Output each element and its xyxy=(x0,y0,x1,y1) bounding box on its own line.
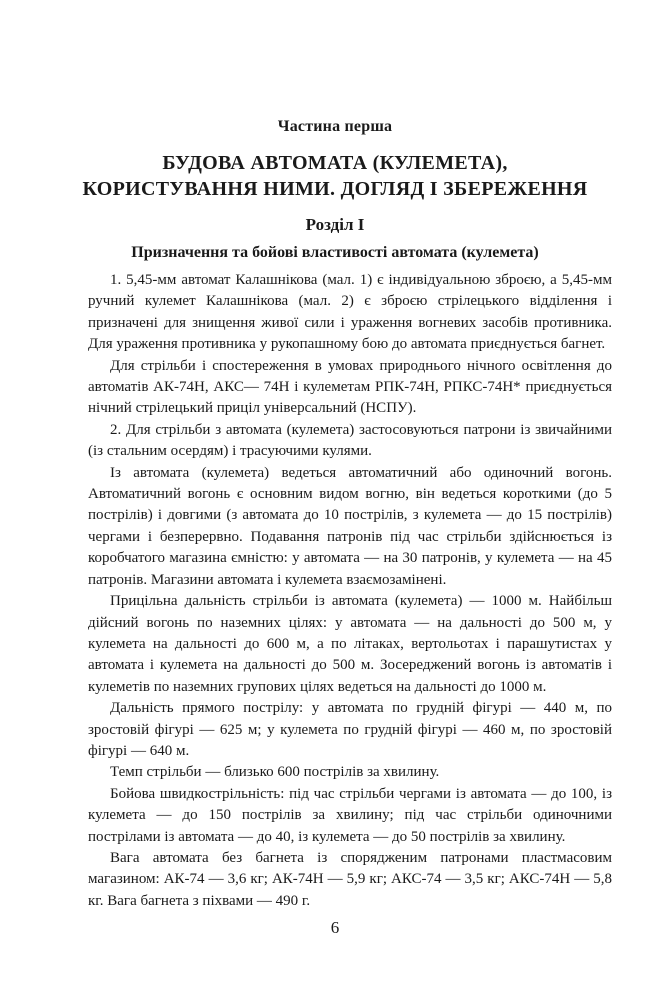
paragraph: 1. 5,45-мм автомат Калашнікова (мал. 1) є індивідуальною зброєю, а 5,45-мм ручний кулемет Калашнікова (мал. 2) є зброєю стрілецького відділення і призначені для знищення живої сили і ураження вогневих засобів противника. Для ураження противника у рукопашному бою до автомата приєднується багнет. xyxy=(88,272,612,353)
page-number: 6 xyxy=(330,918,340,937)
paragraph: Бойова швидкострільність: під час стрільби чергами із автомата — до 100, із кулемета — до 150 пострілів за хвилину; під час стрільби одиночними пострілами із автомата — до 40, із кулемета — до 50 пострілів за хвилину. xyxy=(88,785,612,845)
paragraph: Із автомата (кулемета) ведеться автоматичний або одиночний вогонь. Автоматичний вогонь є основним видом вогню, він ведеться короткими (до 5 пострілів) і довгими (з автомата до 10 пострілів, з кулемета — до 15 пострілів) чергами і безперервно. Подавання патронів під час стрільби здійснюється із коробчатого магазина ємністю: у автомата — на 30 патронів, у кулемета — на 45 патронів. Магазини автомата і кулемета взаємозамінені. xyxy=(88,464,612,588)
paragraph: Для стрільби і спостереження в умовах природнього нічного освітлення до автоматів АК-74Н, АКС— 74Н і кулеметам РПК-74Н, РПКС-74Н* приєднується нічний стрілецький приціл універсальний (НСПУ). xyxy=(88,357,612,417)
part-title: Частина перша xyxy=(277,118,393,135)
paragraph: Дальність прямого пострілу: у автомата по грудній фігурі — 440 м, по зростовій фігурі — 625 м; у кулемета по грудній фігурі — 460 м, по зростовій фігурі — 640 м. xyxy=(88,700,612,759)
section-title: Розділ I xyxy=(305,215,365,234)
paragraph: Вага автомата без багнета із спорядженим патронами пластмасовим магазином: АК-74 — 3,6 кг; АК-74Н — 5,9 кг; АКС-74 — 3,5 кг; АКС-74Н — 5,8 кг. Вага багнета з піхвами — 490 г. xyxy=(88,849,612,909)
chapter-title xyxy=(60,150,610,202)
chapter-title-line-1: БУДОВА АВТОМАТА (КУЛЕМЕТА), xyxy=(162,152,508,174)
paragraph: Прицільна дальність стрільби із автомата (кулемета) — 1000 м. Найбільш дійсний вогонь по наземних цілях: у автомата — на дальності до 500 м, у кулемета на дальності до 600 м, а по літаках, вертольотах і парашутистах у автомата і кулемета на дальності до 500 м. Зосереджений вогонь із автоматів і кулеметів по наземних групових цілях ведеться на дальності до 1000 м. xyxy=(88,593,612,695)
paragraph: Темп стрільби — близько 600 пострілів за хвилину. xyxy=(110,764,440,781)
paragraph: 2. Для стрільби з автомата (кулемета) застосовуються патрони із звичайними (із стальним осердям) і трасуючими кулями. xyxy=(88,421,612,460)
subsection-title: Призначення та бойові властивості автомата (кулемета) xyxy=(131,244,539,261)
body-text xyxy=(88,270,612,912)
chapter-title-line-2: КОРИСТУВАННЯ НИМИ. ДОГЛЯД І ЗБЕРЕЖЕННЯ xyxy=(82,178,588,200)
